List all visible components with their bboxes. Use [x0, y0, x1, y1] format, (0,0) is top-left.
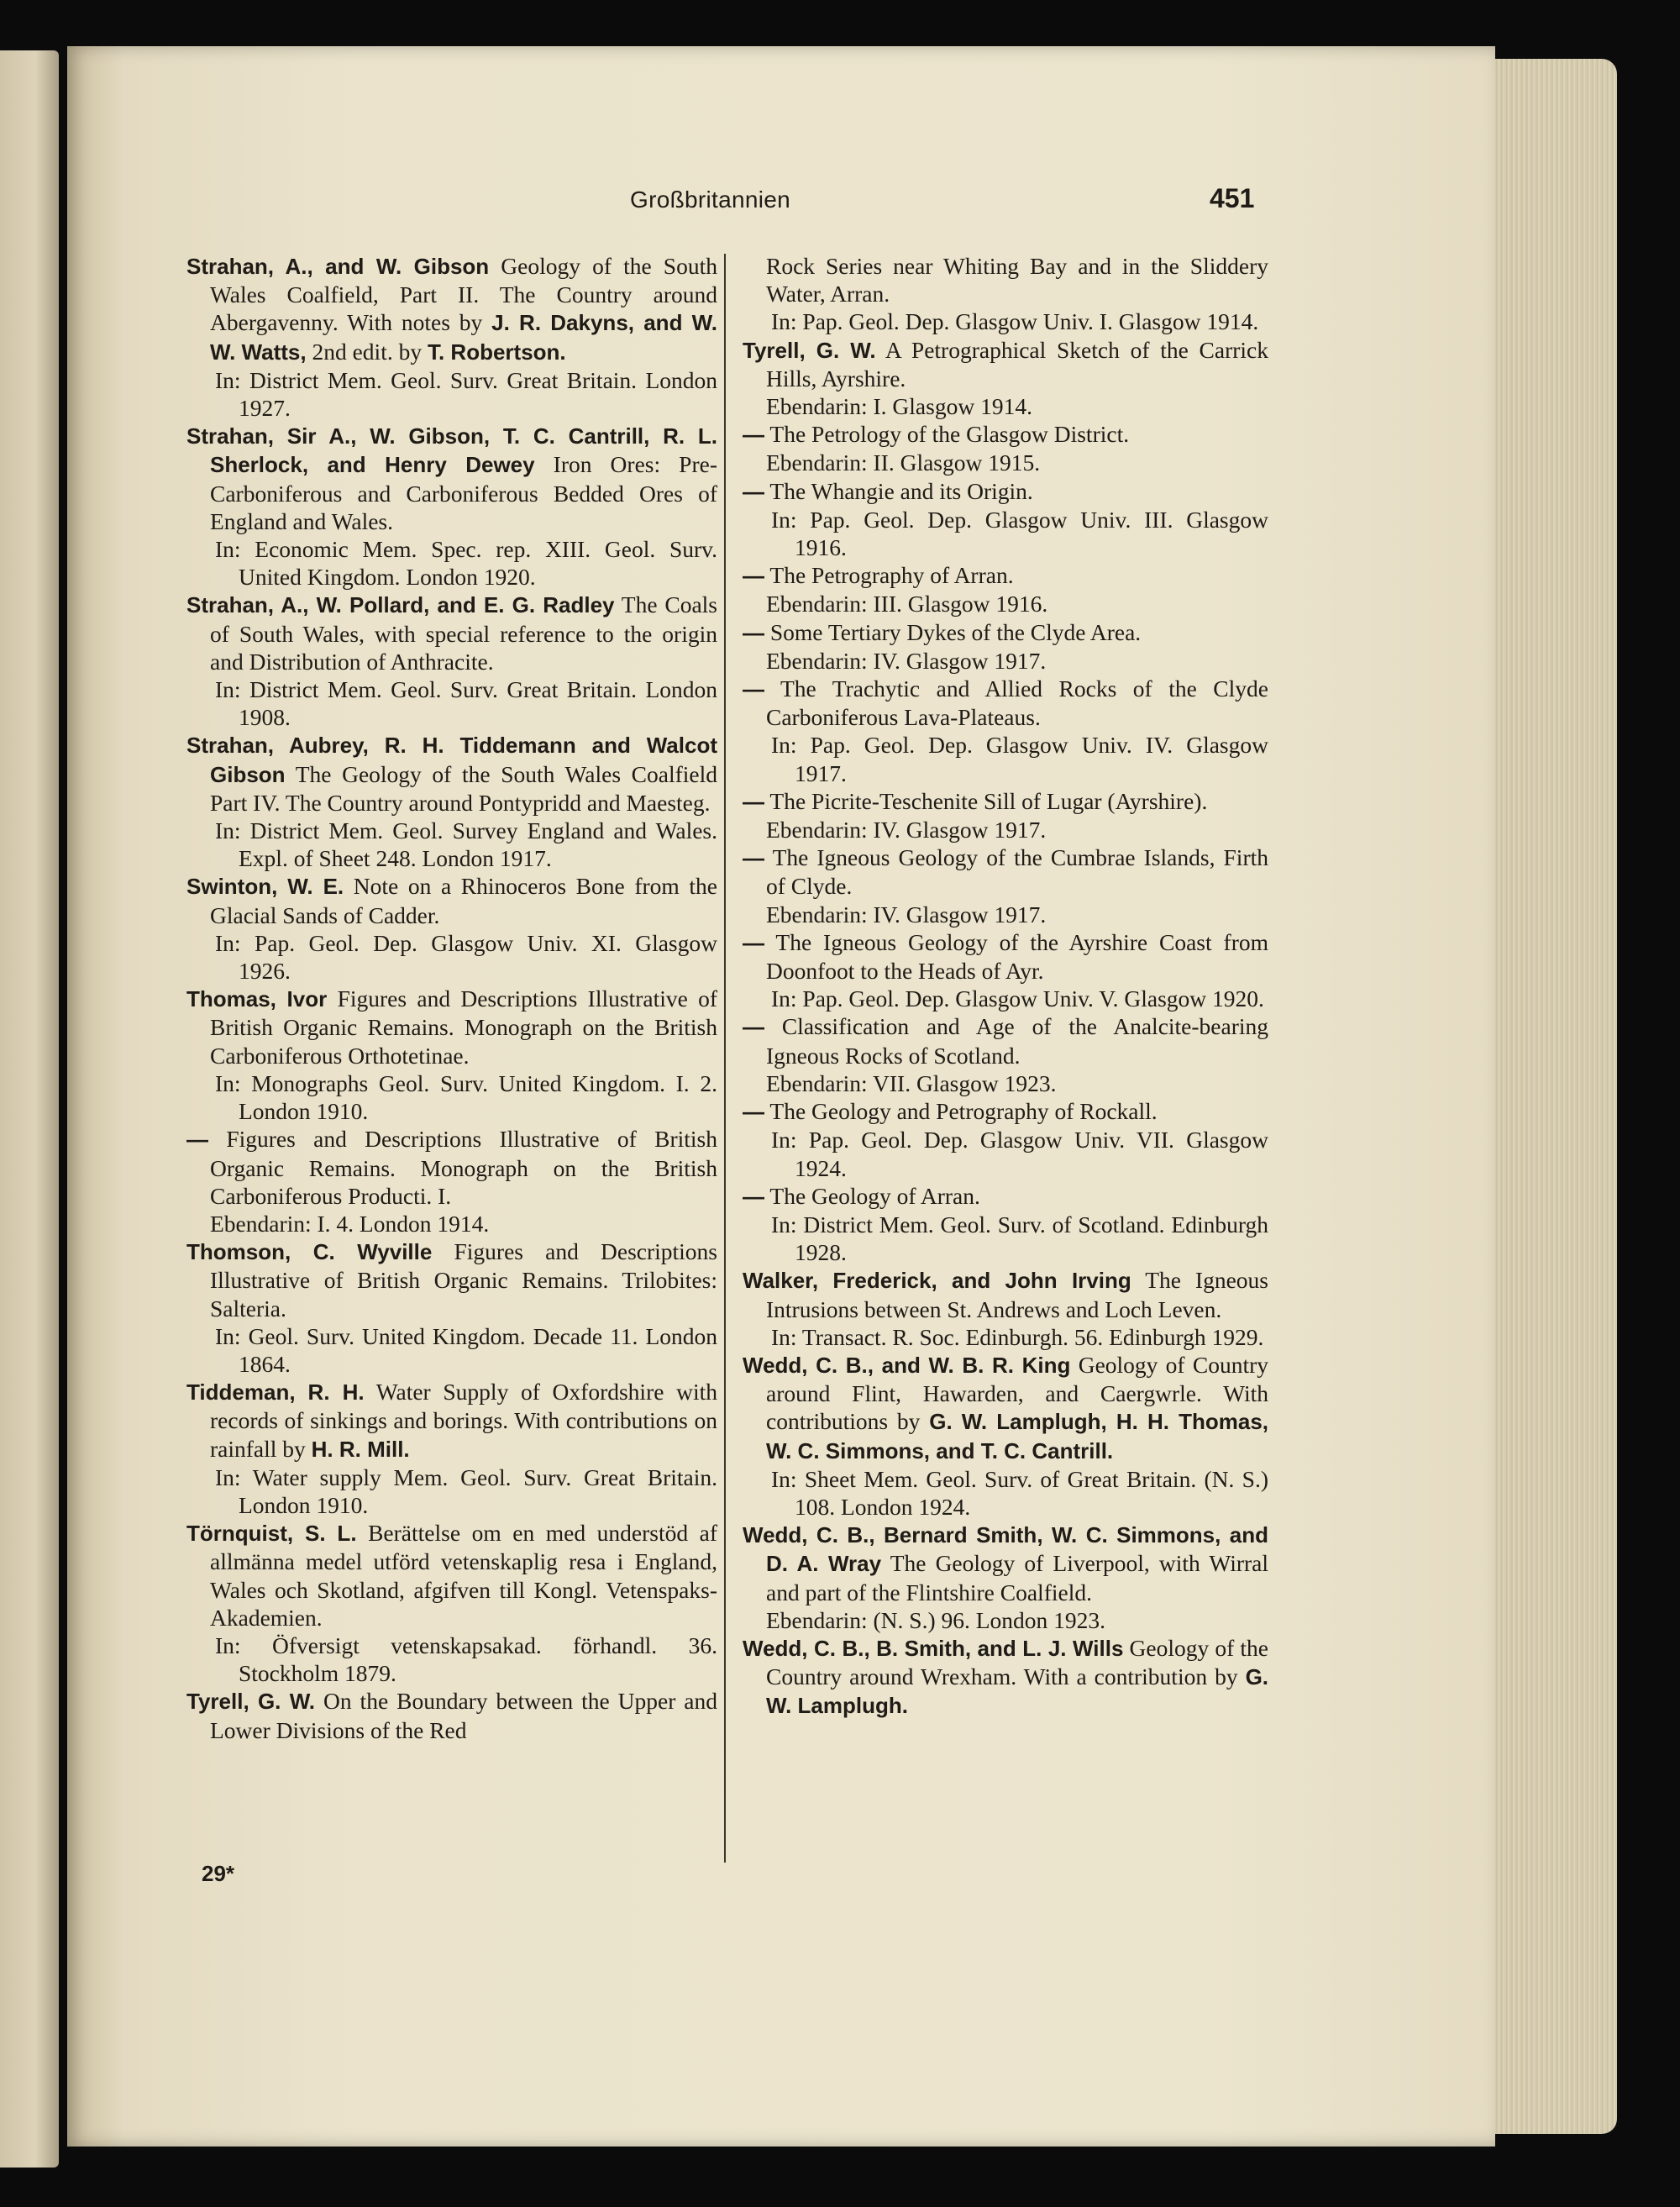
- entry-author: —: [743, 788, 764, 814]
- bibliography-entry: [743, 618, 1268, 647]
- left-column: [186, 252, 717, 1744]
- entry-author: Swinton, W. E.: [186, 874, 344, 900]
- entry-title: The Geology of the South Wales Coalfield Part IV. The Country around Pontypridd and Maesteg.: [210, 760, 717, 816]
- entry-title: Figures and Descriptions Illustrative of British Organic Remains. Trilobites: Salteria.: [210, 1238, 718, 1322]
- entry-title: Geology of the South Wales Coalfield, Part II. The Country around Abergavenny. With notes by: [210, 253, 717, 336]
- entry-title: The Igneous Intrusions between St. Andrews and Loch Leven.: [766, 1267, 1268, 1322]
- publication-line: In: District Mem. Geol. Survey England and Wales. Expl. of Sheet 248. London 1917.: [215, 817, 717, 872]
- entry-credit: G. W. Lamplugh, H. H. Thomas, W. C. Simmons, and T. C. Cantrill.: [766, 1409, 1268, 1463]
- entry-title: Geology of the Country around Wrexham. With a contribution by: [766, 1634, 1269, 1690]
- publication-line: In: Economic Mem. Spec. rep. XIII. Geol. Surv. United Kingdom. London 1920.: [215, 536, 717, 591]
- continuation-line: Rock Series near Whiting Bay and in the Sliddery Water, Arran.: [766, 253, 1268, 307]
- bibliography-entry: [743, 1266, 1268, 1322]
- bibliography-entry: [186, 1687, 717, 1743]
- entry-title: Berättelse om en med understöd af allmänna medel utförd vetenskaplig resa i England, Wales och Skotland, afgifven till Kongl. Vetenspaks-Akademien.: [210, 1520, 717, 1631]
- continuation-line: Ebendarin: (N. S.) 96. London 1923.: [766, 1606, 1106, 1633]
- entry-author: Walker, Frederick, and John Irving: [743, 1268, 1131, 1294]
- publication-line: In: Pap. Geol. Dep. Glasgow Univ. VII. Glasgow 1924.: [771, 1127, 1268, 1181]
- page-stack-edge: [1495, 59, 1617, 2134]
- entry-title: Figures and Descriptions Illustrative of British Organic Remains. Monograph on the British Carboniferous Orthotetinae.: [210, 985, 718, 1069]
- left-page-edge: [0, 50, 59, 2168]
- entry-author: Tyrell, G. W.: [743, 337, 876, 363]
- publication-line: In: Pap. Geol. Dep. Glasgow Univ. XI. Glasgow 1926.: [215, 929, 717, 985]
- entry-title: Water Supply of Oxfordshire with records of sinkings and borings. With contributions on rainfall by: [210, 1379, 717, 1462]
- bibliography-entry: [186, 1378, 717, 1463]
- entry-author: Törnquist, S. L.: [186, 1521, 357, 1547]
- entry-author: Thomas, Ivor: [186, 986, 328, 1012]
- entry-title: Geology of Country around Flint, Hawarden, and Caergwrle. With contributions by: [766, 1351, 1269, 1435]
- entry-author: —: [743, 619, 764, 645]
- entry-author: —: [743, 1099, 764, 1125]
- entry-author: —: [743, 845, 764, 871]
- bibliography-entry: [743, 1351, 1268, 1465]
- entry-author: Thomson, C. Wyville: [186, 1239, 433, 1265]
- entry-credit: T. Robertson.: [427, 339, 566, 365]
- continuation-line: Ebendarin: VII. Glasgow 1923.: [766, 1069, 1057, 1096]
- bibliography-entry: [743, 1182, 1268, 1211]
- bibliography-entry: [743, 787, 1268, 816]
- entry-author: —: [743, 676, 764, 702]
- publication-line: In: Monographs Geol. Surv. United Kingdom. I. 2. London 1910.: [215, 1069, 717, 1125]
- entry-title: The Petrography of Arran.: [769, 562, 1014, 589]
- bibliography-entry: [186, 872, 717, 928]
- entry-author: —: [186, 1127, 208, 1153]
- entry-author: Strahan, Sir A., W. Gibson, T. C. Cantrill, R. L. Sherlock, and Henry Dewey: [186, 423, 717, 478]
- publication-line: In: Sheet Mem. Geol. Surv. of Great Britain. (N. S.) 108. London 1924.: [771, 1465, 1268, 1520]
- entry-title: A Petrographical Sketch of the Carrick Hills, Ayrshire.: [766, 336, 1268, 391]
- continuation-line: Ebendarin: I. Glasgow 1914.: [766, 393, 1032, 420]
- bibliography-entry: [186, 422, 717, 535]
- publication-line: In: Pap. Geol. Dep. Glasgow Univ. V. Glasgow 1920.: [771, 985, 1264, 1012]
- right-column: [743, 252, 1268, 1721]
- bibliography-entry: [743, 1097, 1268, 1126]
- bibliography-entry: [743, 843, 1268, 900]
- publication-line: In: District Mem. Geol. Surv. of Scotland. Edinburgh 1928.: [771, 1211, 1268, 1266]
- bibliography-entry: [186, 985, 717, 1069]
- bibliography-entry: [743, 1521, 1268, 1606]
- entry-author: Strahan, A., W. Pollard, and E. G. Radley: [186, 592, 615, 618]
- entry-author: Wedd, C. B., and W. B. R. King: [743, 1352, 1071, 1378]
- entry-title: The Geology and Petrography of Rockall.: [769, 1098, 1158, 1125]
- publication-line: In: Pap. Geol. Dep. Glasgow Univ. I. Glasgow 1914.: [771, 308, 1259, 335]
- publication-line: In: Water supply Mem. Geol. Surv. Great Britain. London 1910.: [215, 1463, 717, 1518]
- continuation-line: Ebendarin: II. Glasgow 1915.: [766, 449, 1041, 476]
- continuation-line: Ebendarin: I. 4. London 1914.: [210, 1210, 490, 1237]
- entry-title: Note on a Rhinoceros Bone from the Glacial Sands of Cadder.: [210, 873, 718, 928]
- publication-line: In: District Mem. Geol. Surv. Great Britain. London 1908.: [215, 676, 717, 731]
- bibliography-entry: [743, 477, 1268, 506]
- publication-line: In: Geol. Surv. United Kingdom. Decade 11. London 1864.: [215, 1322, 717, 1377]
- entry-credit: G. W. Lamplugh.: [766, 1664, 1269, 1719]
- continuation-line: Ebendarin: IV. Glasgow 1917.: [766, 647, 1047, 674]
- bibliography-entry: [743, 420, 1268, 449]
- bibliography-entry: [186, 1125, 717, 1210]
- entry-author: —: [743, 422, 764, 448]
- entry-author: —: [743, 1183, 764, 1209]
- bibliography-entry: [743, 336, 1268, 392]
- entry-title: The Igneous Geology of the Cumbrae Islands, Firth of Clyde.: [766, 844, 1268, 900]
- continuation-line: Ebendarin: IV. Glasgow 1917.: [766, 901, 1047, 927]
- entry-title-continued: 2nd edit. by: [312, 338, 423, 365]
- entry-title: Classification and Age of the Analcite-bearing Igneous Rocks of Scotland.: [766, 1013, 1269, 1069]
- entry-author: Wedd, C. B., B. Smith, and L. J. Wills: [743, 1635, 1124, 1661]
- publication-line: In: Pap. Geol. Dep. Glasgow Univ. III. Glasgow 1916.: [771, 506, 1268, 561]
- entry-title: The Whangie and its Origin.: [769, 477, 1033, 504]
- entry-author: —: [743, 929, 764, 955]
- bibliography-entry: [743, 928, 1268, 985]
- entry-author: Strahan, Aubrey, R. H. Tiddemann and Walcot Gibson: [186, 733, 717, 787]
- entry-title: Some Tertiary Dykes of the Clyde Area.: [769, 618, 1142, 645]
- entry-author: —: [743, 478, 764, 504]
- entry-credit: J. R. Dakyns, and W. W. Watts,: [210, 310, 717, 365]
- bibliography-entry: [186, 1237, 717, 1322]
- entry-author: —: [743, 563, 764, 589]
- publication-line: In: Pap. Geol. Dep. Glasgow Univ. IV. Glasgow 1917.: [771, 732, 1268, 786]
- entry-title: On the Boundary between the Upper and Lower Divisions of the Red: [210, 1688, 718, 1743]
- continuation-line: Ebendarin: III. Glasgow 1916.: [766, 591, 1048, 617]
- running-head: Großbritannien: [630, 187, 790, 213]
- bibliography-entry: [743, 675, 1268, 731]
- entry-title: Iron Ores: Pre-Carboniferous and Carboniferous Bedded Ores of England and Wales.: [210, 451, 717, 534]
- entry-title: The Trachytic and Allied Rocks of the Clyde Carboniferous Lava-Plateaus.: [766, 675, 1268, 731]
- entry-title: The Geology of Liverpool, with Wirral and part of the Flintshire Coalfield.: [766, 1550, 1268, 1605]
- entry-title: The Igneous Geology of the Ayrshire Coast from Doonfoot to the Heads of Ayr.: [766, 928, 1268, 985]
- bibliography-entry: [743, 1634, 1268, 1721]
- signature-mark: 29*: [202, 1861, 235, 1886]
- bibliography-entry: [186, 591, 717, 675]
- entry-author: —: [743, 1014, 764, 1040]
- entry-title: The Coals of South Wales, with special reference to the origin and Distribution of Anthracite.: [210, 591, 717, 675]
- publication-line: In: Öfversigt vetenskapsakad. förhandl. 36. Stockholm 1879.: [215, 1632, 717, 1687]
- publication-line: In: District Mem. Geol. Surv. Great Britain. London 1927.: [215, 366, 717, 422]
- bibliography-entry: [743, 1012, 1268, 1069]
- entry-title: Figures and Descriptions Illustrative of British Organic Remains. Monograph on the British Carboniferous Producti. I.: [210, 1126, 717, 1209]
- entry-credit: H. R. Mill.: [311, 1436, 410, 1462]
- entry-author: Strahan, A., and W. Gibson: [186, 254, 490, 279]
- bibliography-entry: [743, 561, 1268, 590]
- entry-title: The Picrite-Teschenite Sill of Lugar (Ayrshire).: [769, 787, 1208, 814]
- entry-title: The Petrology of the Glasgow District.: [769, 421, 1130, 448]
- entry-author: Tiddeman, R. H.: [186, 1379, 365, 1406]
- publication-line: In: Transact. R. Soc. Edinburgh. 56. Edinburgh 1929.: [771, 1323, 1264, 1350]
- bibliography-entry: [186, 252, 717, 366]
- bibliography-entry: [186, 731, 717, 817]
- entry-title: The Geology of Arran.: [769, 1182, 980, 1209]
- column-rule: [724, 254, 726, 1863]
- page-number: 451: [1210, 183, 1255, 213]
- bibliography-entry: [186, 1519, 717, 1632]
- continuation-line: Ebendarin: IV. Glasgow 1917.: [766, 817, 1047, 843]
- entry-author: Tyrell, G. W.: [186, 1689, 316, 1715]
- entry-author: Wedd, C. B., Bernard Smith, W. C. Simmons, and D. A. Wray: [743, 1522, 1268, 1577]
